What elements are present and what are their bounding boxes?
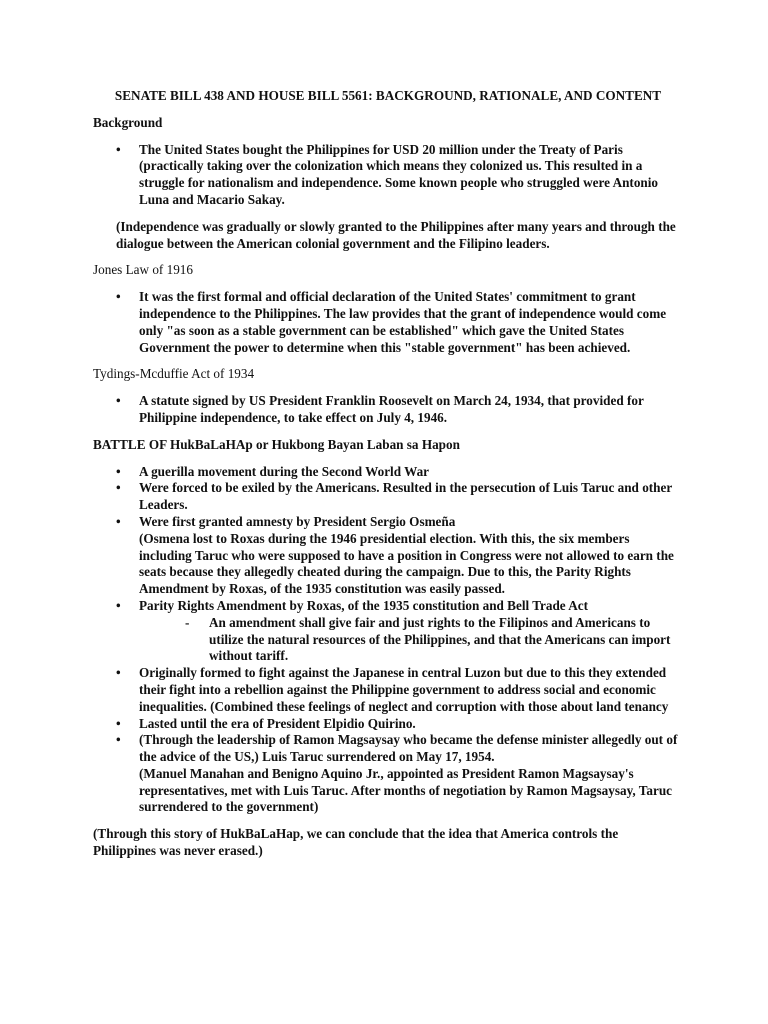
list-item (93, 480, 683, 514)
list-item (93, 598, 683, 665)
dash-item (139, 615, 683, 665)
bullet-icon: • (116, 732, 121, 748)
bullet-list-hukbalahap (93, 464, 683, 817)
bullet-icon: • (116, 715, 121, 731)
list-item (93, 142, 683, 209)
list-item (93, 289, 683, 356)
list-item-text: It was the first formal and official declaration of the United States' commitment to grant independence to the Philippines. The law provides that the grant of independence would come only "as soon as a stable government can be established" which gave the United States Government the power to determine when this "stable government" has been achieved. (139, 289, 667, 355)
list-item-text: Were forced to be exiled by the Americans. Resulted in the persecution of Luis Taruc and other Leaders. (139, 480, 672, 513)
list-item (93, 732, 683, 816)
document-title: SENATE BILL 438 AND HOUSE BILL 5561: BACKGROUND, RATIONALE, AND CONTENT (114, 88, 662, 103)
surrender-detail: (Manuel Manahan and Benigno Aquino Jr., appointed as President Ramon Magsaysay's representatives, met with Luis Taruc. After months of negotiation by Ramon Magsaysay, Taruc surrendered to the government) (139, 765, 673, 815)
list-item-text: (Through the leadership of Ramon Magsaysay who became the defense minister allegedly out of the advice of the US,) Luis Taruc surrendered on May 17, 1954. (139, 732, 678, 765)
bullet-icon: • (116, 513, 121, 529)
list-item (93, 514, 683, 598)
section-heading-hukbalahap: BATTLE OF HukBaLaHAp or Hukbong Bayan Laban sa Hapon (93, 436, 460, 452)
list-item-text: Lasted until the era of President Elpidio Quirino. (139, 715, 416, 731)
bullet-list-background (93, 142, 683, 209)
list-item-text: Parity Rights Amendment by Roxas, of the 1935 constitution and Bell Trade Act (139, 597, 588, 613)
bullet-icon: • (116, 480, 121, 496)
list-item-text: A guerilla movement during the Second World War (139, 463, 430, 479)
list-item (93, 716, 683, 733)
closing-paragraph: (Through this story of HukBaLaHap, we can conclude that the idea that America controls the Philippines was never erased.) (93, 826, 619, 859)
bullet-icon: • (116, 665, 121, 681)
section-heading-tydings-mcduffie: Tydings-Mcduffie Act of 1934 (93, 366, 255, 382)
bullet-icon: • (116, 393, 121, 409)
bullet-list-tydings-mcduffie (93, 393, 683, 427)
list-item-text: A statute signed by US President Franklin Roosevelt on March 24, 1934, that provided for Philippine independence, to take effect on July 4, 1946. (139, 393, 644, 425)
list-item (93, 393, 683, 427)
bullet-icon: • (116, 463, 121, 479)
list-item (93, 464, 683, 481)
dash-list-parity (139, 615, 683, 665)
list-item (93, 665, 683, 715)
dash-item-text: An amendment shall give fair and just rights to the Filipinos and Americans to utilize the natural resources of the Philippines, and that the Americans can import without tariff. (209, 614, 671, 664)
dash-icon: - (185, 614, 190, 630)
amnesty-detail: (Osmena lost to Roxas during the 1946 presidential election. With this, the six members including Taruc who were supposed to have a position in Congress were not allowed to earn the seats because they allegedly cheated during the campaign. Due to this, the Parity Rights Amendment by Roxas, of the 1935 constitution was easily passed. (139, 530, 674, 597)
bullet-icon: • (116, 141, 121, 157)
list-item-text: Were first granted amnesty by President Sergio Osmeña (139, 513, 456, 529)
bullet-icon: • (116, 597, 121, 613)
background-note: (Independence was gradually or slowly granted to the Philippines after many years and through the dialogue between the American colonial government and the Filipino leaders. (116, 218, 676, 251)
bullet-icon: • (116, 289, 121, 305)
bullet-list-jones-law (93, 289, 683, 356)
list-item-text: The United States bought the Philippines for USD 20 million under the Treaty of Paris (practically taking over the colonization which means they colonized us. This resulted in a struggle for nationalism and independence. Some known people who struggled were Antonio Luna and Macario Sakay. (139, 141, 658, 207)
document-page (93, 88, 683, 860)
list-item-text: Originally formed to fight against the Japanese in central Luzon but due to this they extended their fight into a rebellion against the Philippine government to address social and economic inequalities. (Combined these feelings of neglect and corruption with those about land tenancy (139, 665, 669, 714)
section-heading-background: Background (93, 114, 163, 130)
section-heading-jones-law: Jones Law of 1916 (93, 262, 193, 278)
